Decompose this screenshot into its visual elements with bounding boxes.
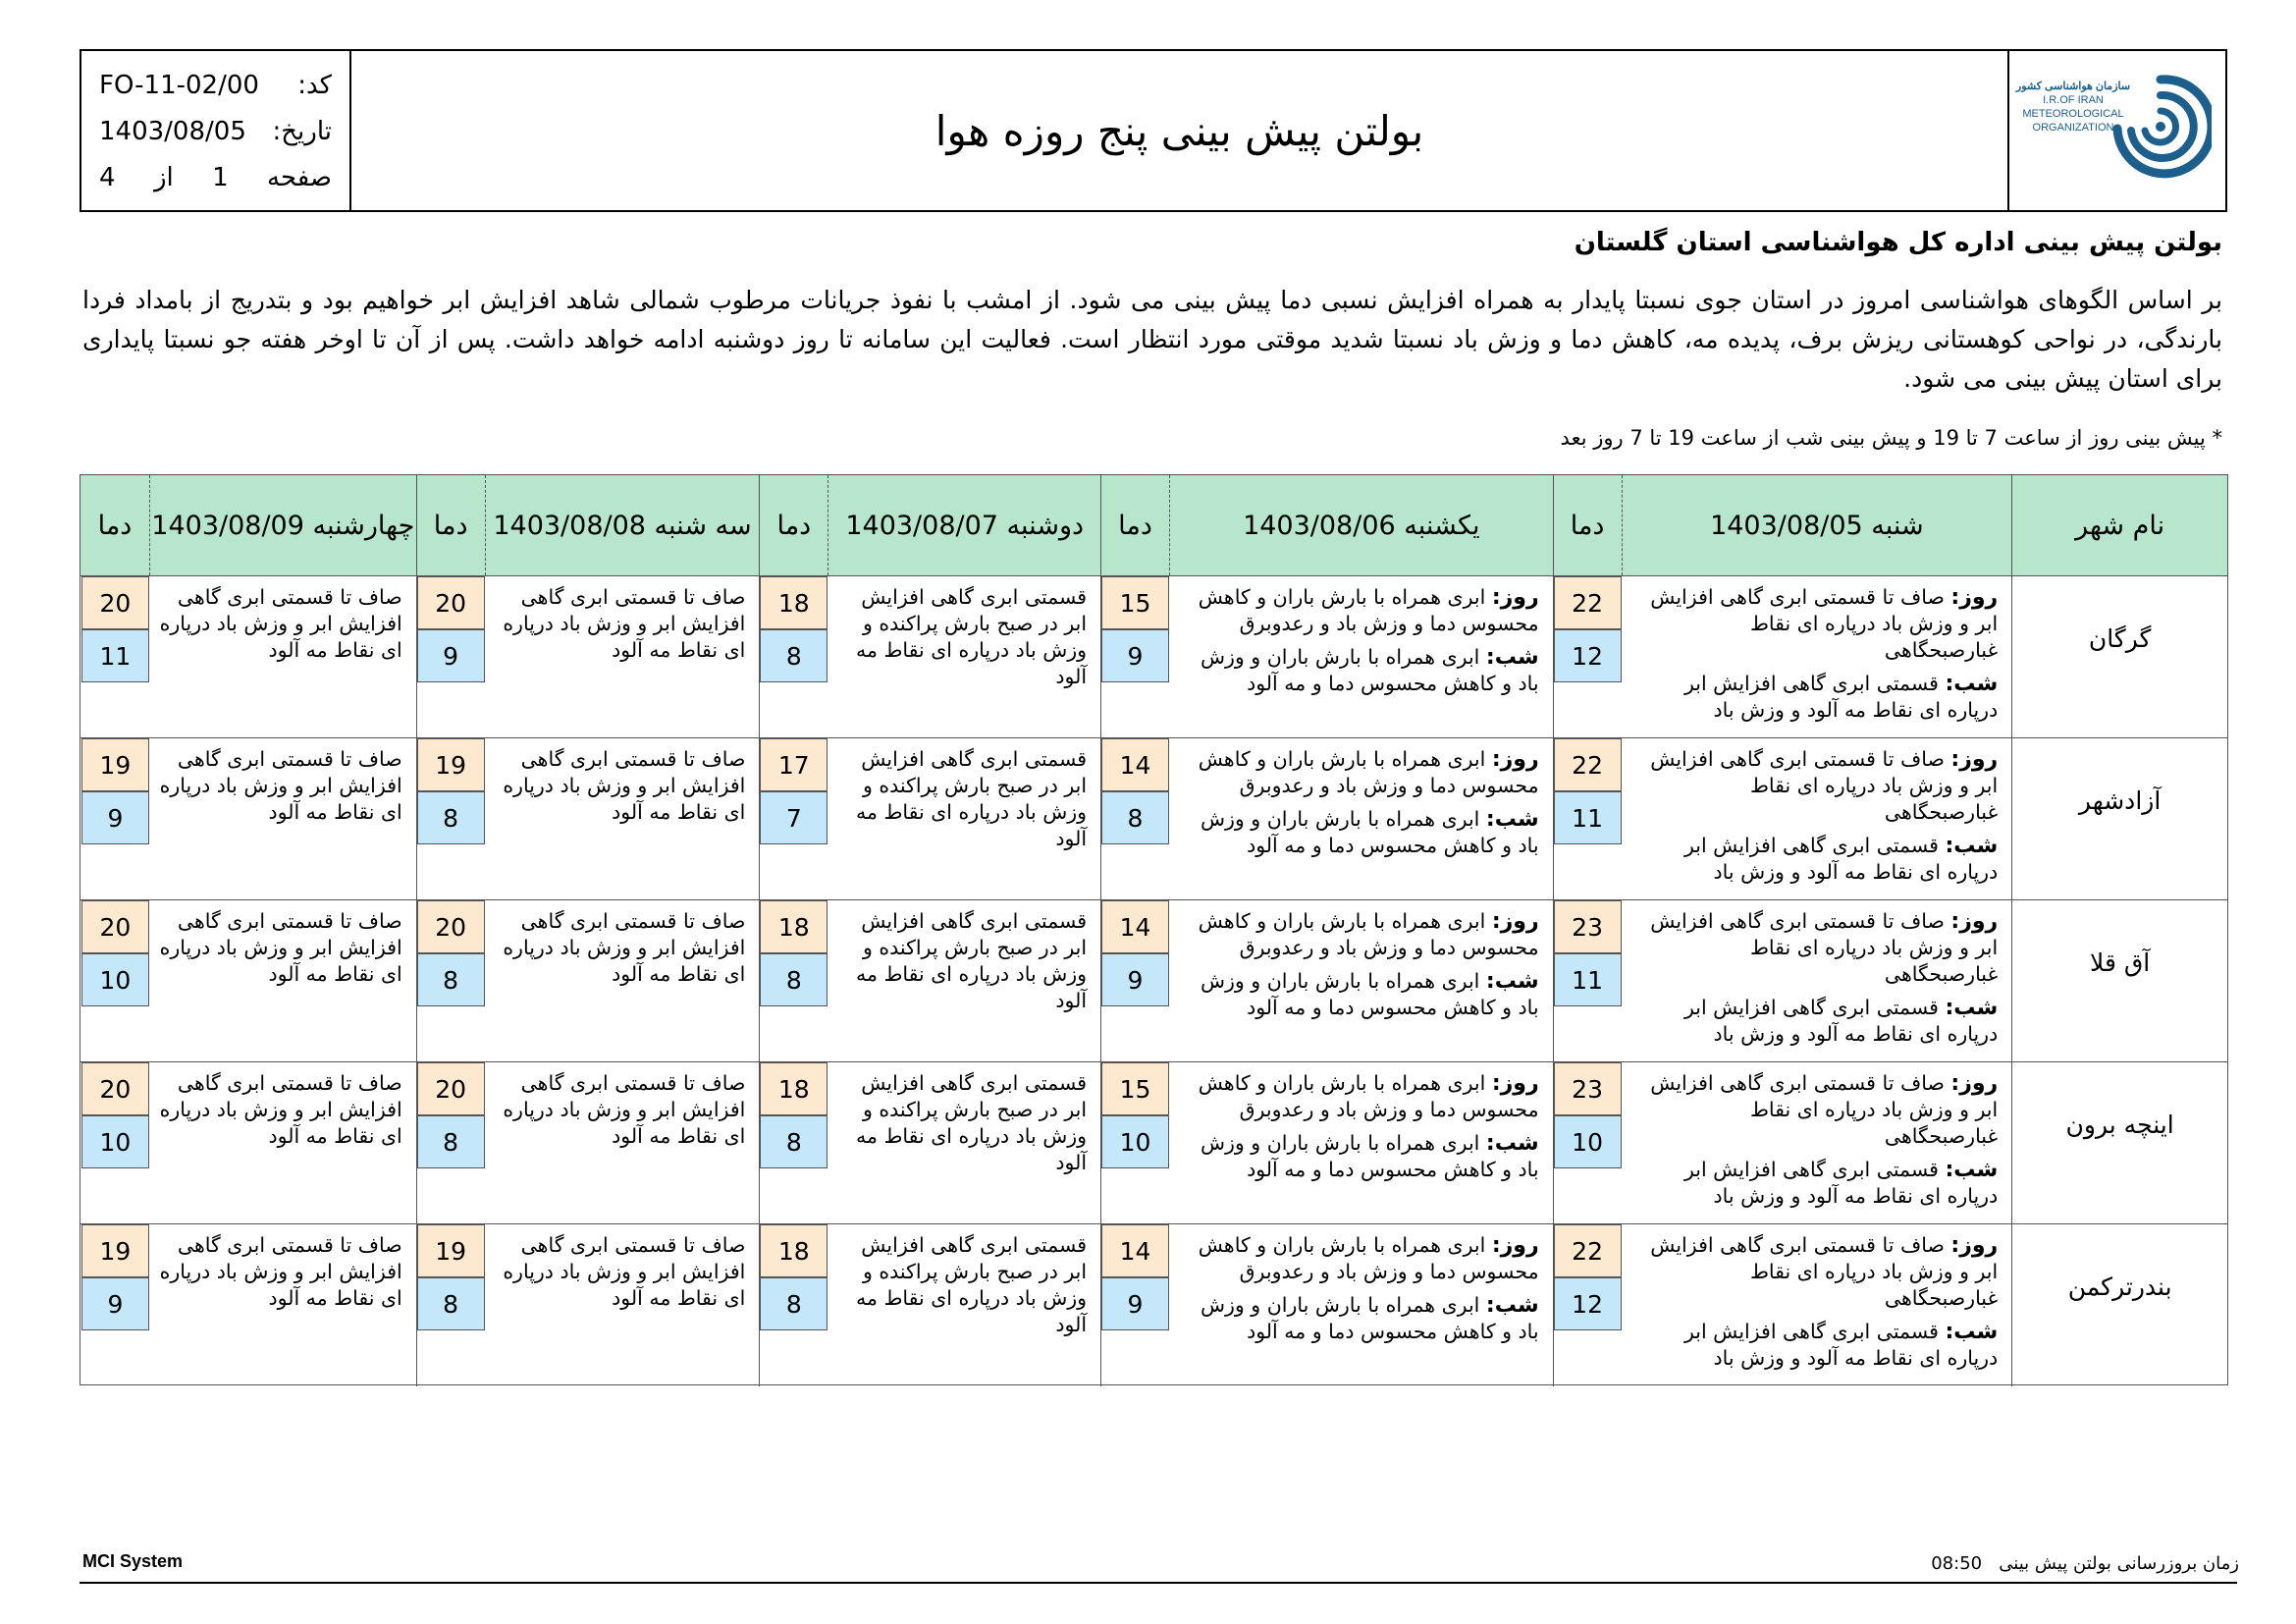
temp-header: دما bbox=[97, 510, 133, 541]
day4-forecast bbox=[485, 900, 760, 1061]
day5-temps bbox=[80, 1224, 149, 1386]
day3-temps bbox=[759, 738, 828, 899]
night-forecast bbox=[1179, 806, 1539, 859]
footer-system-name: MCI System bbox=[82, 1551, 184, 1571]
temp-header: دما bbox=[1553, 475, 1622, 575]
day5-temps bbox=[80, 738, 149, 899]
day2-header: یکشنبه 1403/08/06 bbox=[1169, 475, 1553, 575]
day4-forecast bbox=[485, 576, 760, 737]
max-temp: 22 bbox=[1554, 576, 1622, 629]
day1-forecast bbox=[1622, 1224, 2012, 1386]
page-title: بولتن پیش بینی پنج روزه هوا bbox=[934, 106, 1424, 155]
day-label: روز: bbox=[1950, 909, 1999, 934]
night-label: شب: bbox=[1485, 1131, 1539, 1156]
table-row bbox=[80, 1062, 2227, 1224]
day5-temps bbox=[80, 900, 149, 1061]
min-temp: 11 bbox=[1554, 791, 1622, 844]
day-forecast-text: صاف تا قسمتی ابری گاهی افزایش ابر و وزش باد درپاره ای نقاط غبارصبحگاهی bbox=[1650, 1233, 1999, 1310]
min-temp: 12 bbox=[1554, 1277, 1622, 1330]
logo-en-line2: METEOROLOGICAL bbox=[2022, 108, 2124, 120]
day4-forecast bbox=[485, 1062, 760, 1223]
day-forecast-text: ابری همراه با بارش باران و کاهش محسوس دما و وزش باد و رعدوبرق bbox=[1198, 909, 1539, 959]
forecast-text: قسمتی ابری گاهی افزایش ابر در صبح بارش پراکنده و وزش باد درپاره ای نقاط مه آلود bbox=[855, 1233, 1088, 1336]
day3-forecast bbox=[828, 1224, 1100, 1386]
day-forecast-text: ابری همراه با بارش باران و کاهش محسوس دما و وزش باد و رعدوبرق bbox=[1198, 1233, 1539, 1283]
night-label: شب: bbox=[1485, 969, 1539, 994]
forecast-summary: بر اساس الگوهای هواشناسی امروز در استان جوی نسبتا پایدار به همراه افزایش نسبی دما پیش بینی می شود. از امشب با نفوذ جریانات مرطوب شمالی شاهد افزایش ابر خواهیم بود و بتدریج از بامداد فردا بارندگی، در نواحی کوهستانی ریزش برف، پدیده مه، کاهش دما و وزش باد نسبتا شدید موقتی مورد انتظار است. فعالیت این سامانه تا روز دوشنبه ادامه خواهد داشت. پس از آن تا اوخر هفته جو نسبتا پایداری برای استان پیش بینی می شود. bbox=[82, 286, 2222, 393]
day1-temps bbox=[1553, 900, 1622, 1061]
forecast-text: صاف تا قسمتی ابری گاهی افزایش ابر و وزش باد درپاره ای نقاط مه آلود bbox=[159, 1233, 402, 1310]
night-label: شب: bbox=[1485, 807, 1539, 832]
min-temp: 8 bbox=[760, 953, 828, 1006]
table-row bbox=[80, 738, 2227, 900]
night-forecast-text: قسمتی ابری گاهی افزایش ابر درپاره ای نقاط مه آلود و وزش باد bbox=[1683, 1158, 1999, 1208]
city-name: آق قلا bbox=[2011, 900, 2227, 1061]
forecast-text: صاف تا قسمتی ابری گاهی افزایش ابر و وزش باد درپاره ای نقاط مه آلود bbox=[503, 909, 746, 986]
day-forecast-text: صاف تا قسمتی ابری گاهی افزایش ابر و وزش باد درپاره ای نقاط غبارصبحگاهی bbox=[1650, 585, 1999, 662]
city-name: بندرترکمن bbox=[2011, 1224, 2227, 1386]
max-temp: 20 bbox=[81, 576, 149, 629]
update-time: 08:50 bbox=[1931, 1553, 1983, 1574]
bulletin-subheading: بولتن پیش بینی اداره کل هواشناسی استان گلستان bbox=[1574, 228, 2222, 257]
min-temp: 9 bbox=[1101, 953, 1169, 1006]
min-temp: 9 bbox=[81, 1277, 149, 1330]
day-forecast-text: صاف تا قسمتی ابری گاهی افزایش ابر و وزش باد درپاره ای نقاط غبارصبحگاهی bbox=[1650, 909, 1999, 986]
day-label: روز: bbox=[1950, 1233, 1999, 1258]
night-forecast bbox=[1631, 1319, 1999, 1372]
max-temp: 19 bbox=[417, 738, 485, 791]
forecast-text: صاف تا قسمتی ابری گاهی افزایش ابر و وزش باد درپاره ای نقاط مه آلود bbox=[159, 585, 402, 662]
logo-fa-text: سازمان هواشناسی کشور bbox=[2015, 81, 2131, 92]
day-forecast bbox=[1179, 1070, 1539, 1123]
max-temp: 23 bbox=[1554, 1062, 1622, 1115]
night-label: شب: bbox=[1485, 645, 1539, 670]
min-temp: 9 bbox=[1101, 1277, 1169, 1330]
city-column-header: نام شهر bbox=[2011, 475, 2227, 575]
page-row bbox=[99, 155, 332, 201]
forecast-text: صاف تا قسمتی ابری گاهی افزایش ابر و وزش باد درپاره ای نقاط مه آلود bbox=[503, 585, 746, 662]
day-forecast bbox=[1631, 908, 1999, 988]
page-of: از bbox=[153, 163, 174, 192]
max-temp: 15 bbox=[1101, 576, 1169, 629]
forecast-text: صاف تا قسمتی ابری گاهی افزایش ابر و وزش باد درپاره ای نقاط مه آلود bbox=[503, 747, 746, 824]
night-forecast-text: ابری همراه با بارش باران و وزش باد و کاهش محسوس دما و مه آلود bbox=[1200, 1131, 1539, 1181]
day2-temps bbox=[1100, 1062, 1169, 1223]
day-forecast-text: ابری همراه با بارش باران و کاهش محسوس دما و وزش باد و رعدوبرق bbox=[1198, 1071, 1539, 1121]
forecast-text: قسمتی ابری گاهی افزایش ابر در صبح بارش پراکنده و وزش باد درپاره ای نقاط مه آلود bbox=[855, 1071, 1088, 1174]
night-forecast-text: قسمتی ابری گاهی افزایش ابر درپاره ای نقاط مه آلود و وزش باد bbox=[1683, 834, 1999, 884]
night-forecast bbox=[1179, 1130, 1539, 1183]
table-row bbox=[80, 576, 2227, 738]
day3-forecast bbox=[828, 576, 1100, 737]
day2-forecast bbox=[1169, 576, 1553, 737]
night-forecast bbox=[1631, 995, 1999, 1048]
forecast-text: صاف تا قسمتی ابری گاهی افزایش ابر و وزش باد درپاره ای نقاط مه آلود bbox=[159, 747, 402, 824]
day2-forecast bbox=[1169, 900, 1553, 1061]
max-temp: 20 bbox=[417, 576, 485, 629]
day-forecast bbox=[1179, 746, 1539, 799]
day-forecast-text: ابری همراه با بارش باران و کاهش محسوس دما و وزش باد و رعدوبرق bbox=[1198, 747, 1539, 797]
day1-temps bbox=[1553, 1062, 1622, 1223]
day5-forecast bbox=[149, 1224, 416, 1386]
forecast-text: صاف تا قسمتی ابری گاهی افزایش ابر و وزش باد درپاره ای نقاط مه آلود bbox=[159, 1071, 402, 1148]
day1-forecast bbox=[1622, 738, 2012, 899]
night-forecast-text: ابری همراه با بارش باران و وزش باد و کاهش محسوس دما و مه آلود bbox=[1200, 645, 1539, 695]
max-temp: 14 bbox=[1101, 900, 1169, 953]
max-temp: 23 bbox=[1554, 900, 1622, 953]
spiral-logo-icon bbox=[2104, 70, 2212, 188]
day1-forecast bbox=[1622, 1062, 2012, 1223]
min-temp: 8 bbox=[760, 1277, 828, 1330]
day-forecast bbox=[1179, 584, 1539, 637]
day2-forecast bbox=[1169, 738, 1553, 899]
day-forecast bbox=[1179, 1232, 1539, 1285]
min-temp: 11 bbox=[1554, 953, 1622, 1006]
day1-temps bbox=[1553, 1224, 1622, 1386]
min-temp: 9 bbox=[81, 791, 149, 844]
footer-divider bbox=[80, 1582, 2237, 1584]
max-temp: 18 bbox=[760, 1062, 828, 1115]
city-name: اینچه برون bbox=[2011, 1062, 2227, 1223]
city-name: گرگان bbox=[2011, 576, 2227, 737]
night-forecast-text: قسمتی ابری گاهی افزایش ابر درپاره ای نقاط مه آلود و وزش باد bbox=[1683, 672, 1999, 722]
code-label: کد: bbox=[297, 71, 332, 100]
min-temp: 8 bbox=[1101, 791, 1169, 844]
day-forecast bbox=[1631, 1232, 1999, 1312]
min-temp: 11 bbox=[81, 629, 149, 682]
day3-forecast bbox=[828, 900, 1100, 1061]
day4-forecast bbox=[485, 1224, 760, 1386]
day5-forecast bbox=[149, 738, 416, 899]
city-name: آزادشهر bbox=[2011, 738, 2227, 899]
forecast-text: قسمتی ابری گاهی افزایش ابر در صبح بارش پراکنده و وزش باد درپاره ای نقاط مه آلود bbox=[855, 909, 1088, 1012]
day-label: روز: bbox=[1950, 747, 1999, 772]
day4-temps bbox=[416, 900, 485, 1061]
night-forecast-text: قسمتی ابری گاهی افزایش ابر درپاره ای نقاط مه آلود و وزش باد bbox=[1683, 996, 1999, 1046]
update-label: زمان بروزرسانی بولتن پیش بینی bbox=[1999, 1553, 2239, 1574]
max-temp: 20 bbox=[417, 1062, 485, 1115]
day1-temps bbox=[1553, 738, 1622, 899]
night-forecast bbox=[1631, 671, 1999, 724]
forecast-text: صاف تا قسمتی ابری گاهی افزایش ابر و وزش باد درپاره ای نقاط مه آلود bbox=[503, 1071, 746, 1148]
day-forecast bbox=[1631, 1070, 1999, 1150]
day4-temps bbox=[416, 738, 485, 899]
day-label: روز: bbox=[1950, 585, 1999, 610]
temp-header: دما bbox=[1100, 475, 1169, 575]
day-forecast bbox=[1179, 908, 1539, 961]
temp-header: دما bbox=[759, 475, 828, 575]
day3-forecast bbox=[828, 1062, 1100, 1223]
forecast-note: * پیش بینی روز از ساعت 7 تا 19 و پیش بینی شب از ساعت 19 تا 7 روز بعد bbox=[1560, 426, 2222, 450]
max-temp: 22 bbox=[1554, 1224, 1622, 1277]
day-label: روز: bbox=[1491, 1071, 1539, 1096]
max-temp: 19 bbox=[81, 738, 149, 791]
night-forecast-text: ابری همراه با بارش باران و وزش باد و کاهش محسوس دما و مه آلود bbox=[1200, 807, 1539, 857]
day2-temps bbox=[1100, 900, 1169, 1061]
min-temp: 8 bbox=[417, 1277, 485, 1330]
forecast-table bbox=[80, 474, 2228, 1385]
max-temp: 14 bbox=[1101, 738, 1169, 791]
max-temp: 15 bbox=[1101, 1062, 1169, 1115]
logo-en-line3: ORGANIZATION bbox=[2032, 122, 2114, 134]
night-label: شب: bbox=[1945, 1320, 1999, 1344]
min-temp: 8 bbox=[417, 1115, 485, 1168]
min-temp: 10 bbox=[1554, 1115, 1622, 1168]
page-current: 1 bbox=[212, 163, 229, 192]
organization-logo bbox=[2007, 51, 2225, 210]
day-label: روز: bbox=[1491, 1233, 1539, 1258]
table-header-row bbox=[80, 475, 2227, 576]
max-temp: 20 bbox=[81, 900, 149, 953]
min-temp: 10 bbox=[81, 1115, 149, 1168]
min-temp: 8 bbox=[417, 791, 485, 844]
day2-forecast bbox=[1169, 1062, 1553, 1223]
day3-temps bbox=[759, 576, 828, 737]
day5-forecast bbox=[149, 1062, 416, 1223]
day5-temps bbox=[80, 1062, 149, 1223]
max-temp: 18 bbox=[760, 576, 828, 629]
day2-temps bbox=[1100, 738, 1169, 899]
forecast-text: صاف تا قسمتی ابری گاهی افزایش ابر و وزش باد درپاره ای نقاط مه آلود bbox=[503, 1233, 746, 1310]
min-temp: 10 bbox=[81, 953, 149, 1006]
forecast-text: قسمتی ابری گاهی افزایش ابر در صبح بارش پراکنده و وزش باد درپاره ای نقاط مه آلود bbox=[855, 585, 1088, 688]
page-label: صفحه bbox=[267, 163, 332, 192]
night-forecast-text: قسمتی ابری گاهی افزایش ابر درپاره ای نقاط مه آلود و وزش باد bbox=[1683, 1320, 1999, 1370]
day-forecast bbox=[1631, 584, 1999, 664]
day3-header: دوشنبه 1403/08/07 bbox=[828, 475, 1100, 575]
table-row bbox=[80, 1224, 2227, 1386]
day3-temps bbox=[759, 1062, 828, 1223]
day4-temps bbox=[416, 576, 485, 737]
night-label: شب: bbox=[1945, 672, 1999, 696]
night-label: شب: bbox=[1485, 1293, 1539, 1318]
max-temp: 17 bbox=[760, 738, 828, 791]
document-meta bbox=[81, 51, 351, 210]
min-temp: 9 bbox=[1101, 629, 1169, 682]
footer-update-time bbox=[1931, 1553, 2239, 1574]
day3-forecast bbox=[828, 738, 1100, 899]
day-forecast-text: ابری همراه با بارش باران و کاهش محسوس دما و وزش باد و رعدوبرق bbox=[1198, 585, 1539, 635]
day2-temps bbox=[1100, 576, 1169, 737]
day1-forecast bbox=[1622, 900, 2012, 1061]
page-total: 4 bbox=[99, 163, 116, 192]
day4-temps bbox=[416, 1224, 485, 1386]
night-label: شب: bbox=[1945, 1158, 1999, 1182]
day3-temps bbox=[759, 900, 828, 1061]
day-forecast-text: صاف تا قسمتی ابری گاهی افزایش ابر و وزش باد درپاره ای نقاط غبارصبحگاهی bbox=[1650, 1071, 1999, 1148]
day4-header: سه شنبه 1403/08/08 bbox=[485, 475, 760, 575]
day1-forecast bbox=[1622, 576, 2012, 737]
max-temp: 20 bbox=[417, 900, 485, 953]
max-temp: 18 bbox=[760, 900, 828, 953]
code-row bbox=[99, 63, 332, 109]
date-row bbox=[99, 109, 332, 155]
night-label: شب: bbox=[1945, 834, 1999, 858]
min-temp: 10 bbox=[1101, 1115, 1169, 1168]
day1-header: شنبه 1403/08/05 bbox=[1622, 475, 2012, 575]
night-forecast bbox=[1631, 1157, 1999, 1210]
forecast-text: صاف تا قسمتی ابری گاهی افزایش ابر و وزش باد درپاره ای نقاط مه آلود bbox=[159, 909, 402, 986]
night-forecast bbox=[1179, 644, 1539, 697]
day2-forecast bbox=[1169, 1224, 1553, 1386]
max-temp: 14 bbox=[1101, 1224, 1169, 1277]
max-temp: 22 bbox=[1554, 738, 1622, 791]
date-value: 1403/08/05 bbox=[99, 117, 246, 146]
min-temp: 8 bbox=[417, 953, 485, 1006]
max-temp: 19 bbox=[81, 1224, 149, 1277]
logo-en-line1: I.R.OF IRAN bbox=[2043, 94, 2104, 106]
day-forecast-text: صاف تا قسمتی ابری گاهی افزایش ابر و وزش باد درپاره ای نقاط غبارصبحگاهی bbox=[1650, 747, 1999, 824]
day2-temps bbox=[1100, 1224, 1169, 1386]
night-forecast bbox=[1179, 968, 1539, 1021]
night-forecast bbox=[1179, 1292, 1539, 1345]
day5-forecast bbox=[149, 900, 416, 1061]
day-label: روز: bbox=[1491, 747, 1539, 772]
max-temp: 20 bbox=[81, 1062, 149, 1115]
code-value: FO-11-02/00 bbox=[99, 71, 259, 100]
night-label: شب: bbox=[1945, 996, 1999, 1020]
night-forecast bbox=[1631, 833, 1999, 886]
min-temp: 12 bbox=[1554, 629, 1622, 682]
day5-forecast bbox=[149, 576, 416, 737]
bulletin-header bbox=[80, 49, 2227, 212]
day-label: روز: bbox=[1491, 909, 1539, 934]
night-forecast-text: ابری همراه با بارش باران و وزش باد و کاهش محسوس دما و مه آلود bbox=[1200, 969, 1539, 1019]
day4-temps bbox=[416, 1062, 485, 1223]
day-label: روز: bbox=[1950, 1071, 1999, 1096]
max-temp: 18 bbox=[760, 1224, 828, 1277]
min-temp: 8 bbox=[760, 629, 828, 682]
table-body bbox=[80, 576, 2227, 1386]
day4-forecast bbox=[485, 738, 760, 899]
day5-temps bbox=[80, 576, 149, 737]
day1-temps bbox=[1553, 576, 1622, 737]
day5-header: چهارشنبه 1403/08/09 bbox=[149, 475, 416, 575]
night-forecast-text: ابری همراه با بارش باران و وزش باد و کاهش محسوس دما و مه آلود bbox=[1200, 1293, 1539, 1343]
day-label: روز: bbox=[1491, 585, 1539, 610]
forecast-text: قسمتی ابری گاهی افزایش ابر در صبح بارش پراکنده و وزش باد درپاره ای نقاط مه آلود bbox=[855, 747, 1088, 850]
max-temp: 19 bbox=[417, 1224, 485, 1277]
day-forecast bbox=[1631, 746, 1999, 826]
min-temp: 9 bbox=[417, 629, 485, 682]
temp-header: دما bbox=[416, 475, 485, 575]
min-temp: 7 bbox=[760, 791, 828, 844]
table-row bbox=[80, 900, 2227, 1062]
day3-temps bbox=[759, 1224, 828, 1386]
min-temp: 8 bbox=[760, 1115, 828, 1168]
date-label: تاریخ: bbox=[272, 117, 332, 146]
